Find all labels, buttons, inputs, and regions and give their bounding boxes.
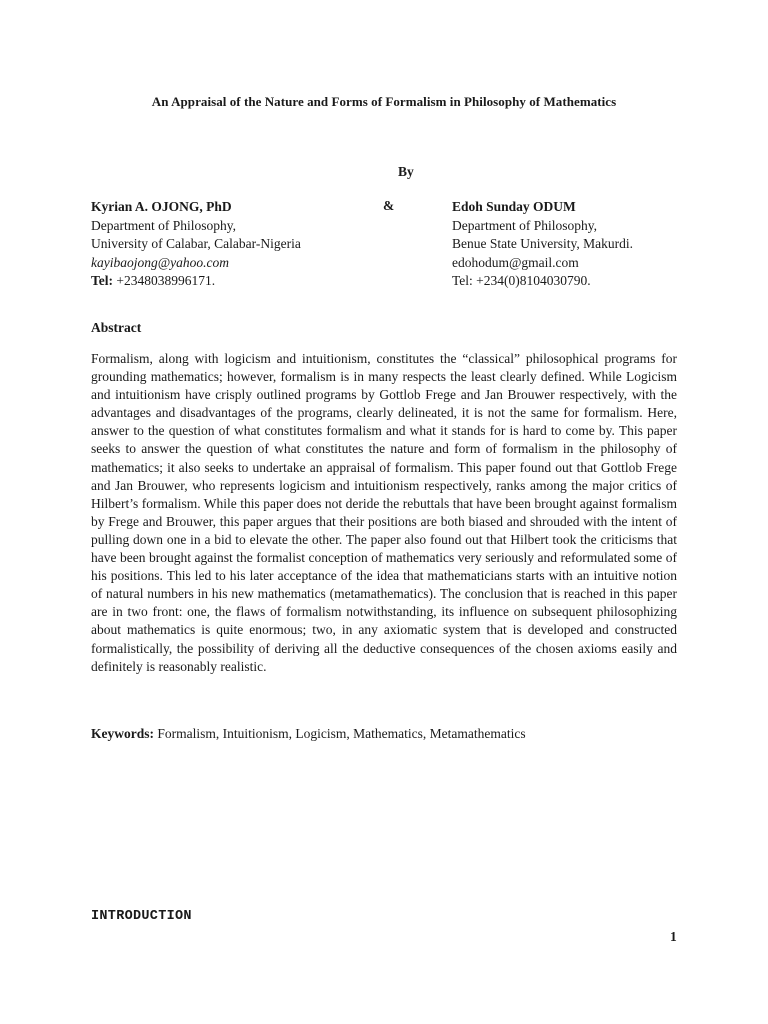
paper-title: An Appraisal of the Nature and Forms of Formalism in Philosophy of Mathematics: [151, 94, 617, 109]
author-name: Kyrian A. OJONG, PhD: [91, 199, 232, 214]
author-name: Edoh Sunday ODUM: [452, 199, 576, 214]
keywords-line: [91, 726, 691, 742]
author-email: kayibaojong@yahoo.com: [91, 254, 230, 270]
by-label: By: [398, 164, 414, 179]
author-department: Department of Philosophy,: [452, 217, 597, 233]
author-block-1: [91, 198, 381, 291]
keywords-label: Keywords:: [91, 726, 154, 741]
tel-label: Tel:: [91, 273, 114, 289]
keywords-text: Formalism, Intuitionism, Logicism, Mathematics, Metamathematics: [154, 726, 526, 741]
author-department: Department of Philosophy,: [91, 217, 236, 233]
introduction-heading: INTRODUCTION: [91, 909, 192, 924]
abstract-body: Formalism, along with logicism and intuitionism, constitutes the “classical” philosophical programs for grounding mathematics; however, formalism is in many respects the least clearly defined. While Logicism and intuitionism have crisply outlined programs by Gottlob Frege and Jan Brouwer respectively, with the advantages and disadvantages of the programs, clearly delineated, it is not the same for formalism. Here, answer to the question of what constitutes formalism and what it stands for is hard to come by. This paper seeks to answer the question of what constitutes the nature and form of formalism in the philosophy of mathematics; it also seeks to undertake an appraisal of formalism. This paper found out that Gottlob Frege and Jan Brouwer, who represents logicism and intuitionism respectively, ranks among the major critics of Hilbert’s formalism. While this paper does not deride the rebuttals that have been brought against formalism by Frege and Brouwer, this paper argues that their positions are both biased and shrouded with the intent of pulling down one in a bid to elevate the other. The paper also found out that Hilbert took the criticisms that have been brought against the formalist conception of mathematics very seriously and reformulated some of his positions. This led to his later acceptance of the idea that mathematicians starts with an intuitive notion of natural numbers in his new mathematics (metamathematics). The conclusion that is reached in this paper are in two front: one, the flaws of formalism notwithstanding, its influence on subsequent philosophizing about mathematics is quite enormous; two, in any axiomatic system that is developed and constructed formalistically, the possibility of deriving all the deductive consequences of the chosen axioms easily and definitely is reasonably realistic.: [91, 351, 677, 674]
page-number: 1: [670, 929, 677, 944]
author-institution: Benue State University, Makurdi.: [452, 236, 633, 252]
author-institution: University of Calabar, Calabar-Nigeria: [91, 236, 301, 252]
author-ampersand: &: [383, 198, 395, 213]
author-tel: Tel: +234(0)8104030790.: [452, 273, 591, 289]
abstract-heading: Abstract: [91, 320, 142, 335]
author-block-2: [452, 198, 742, 291]
author-tel: [91, 272, 381, 291]
tel-value: +2348038996171.: [113, 273, 216, 289]
author-email: edohodum@gmail.com: [452, 254, 579, 270]
